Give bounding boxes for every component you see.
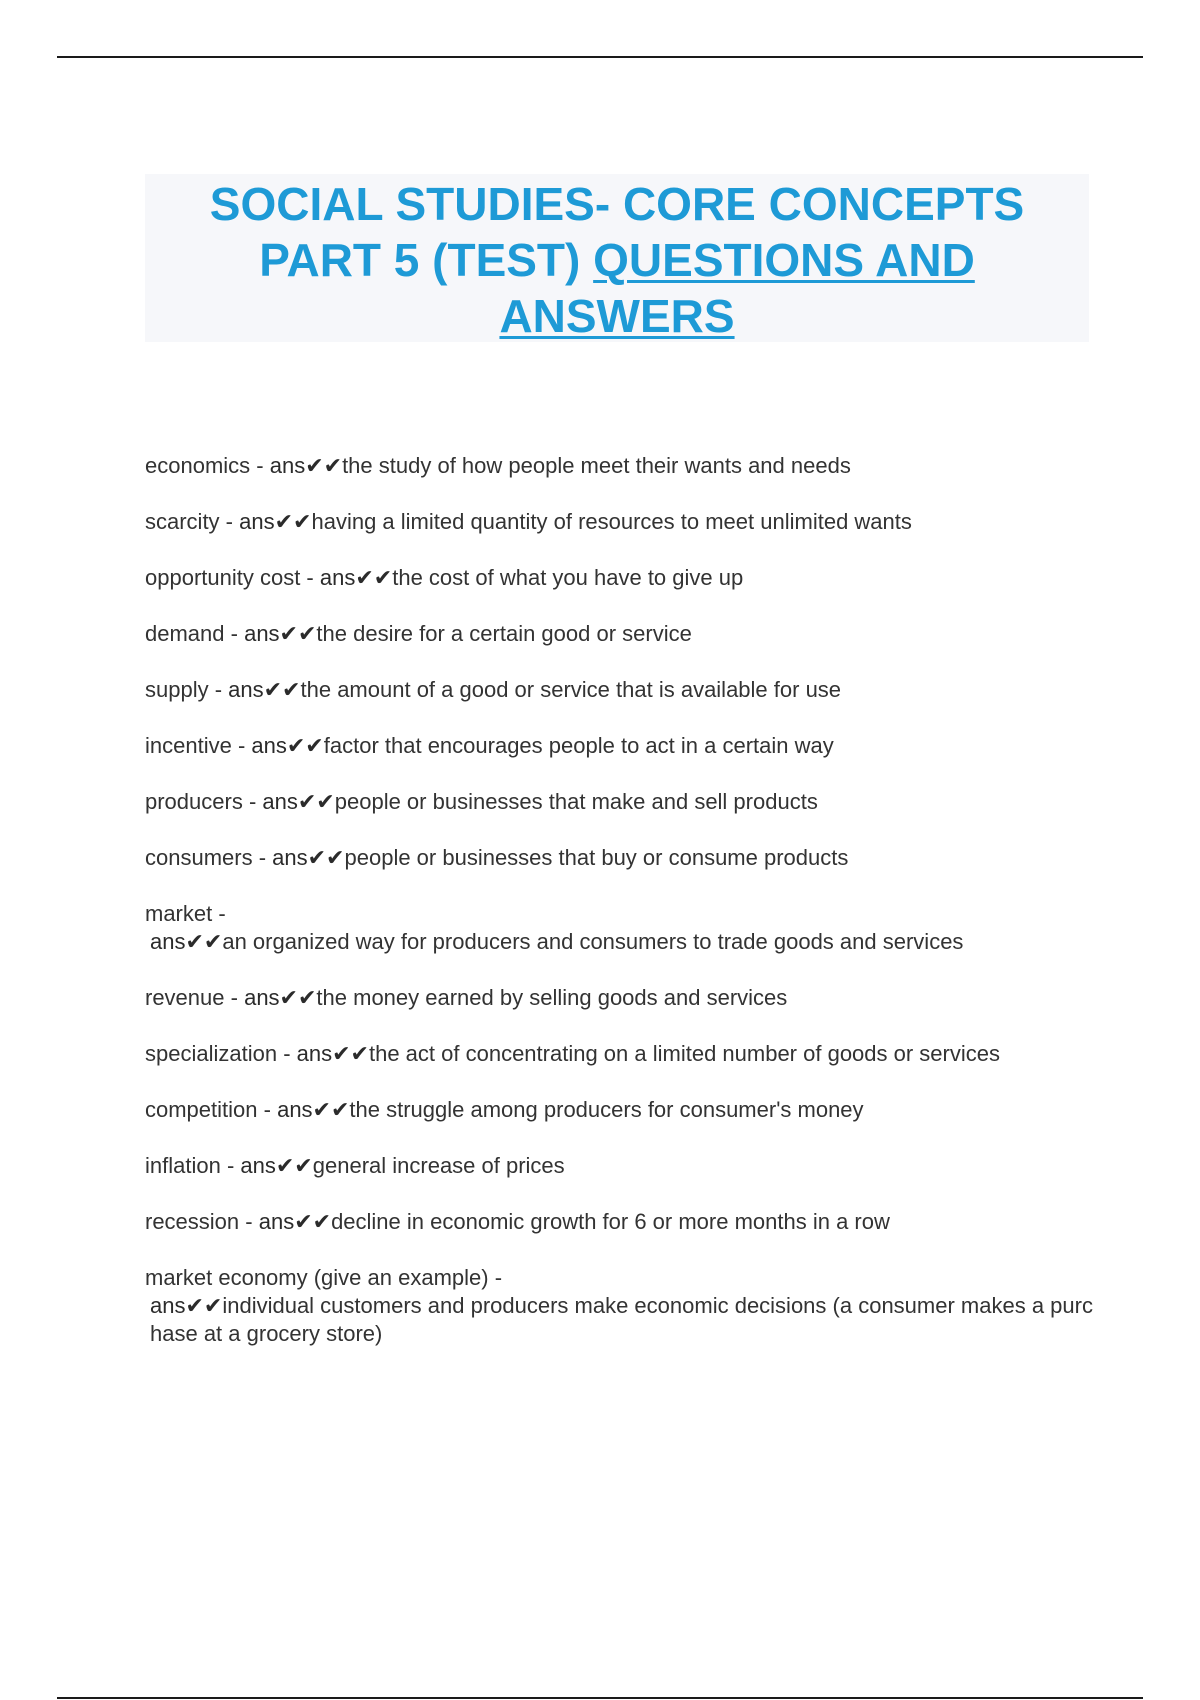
qa-answer: factor that encourages people to act in a certain way [323, 733, 834, 758]
qa-item [145, 676, 1095, 704]
qa-answer-line [145, 1292, 1095, 1348]
title-line-2-text: PART 5 (TEST) [259, 234, 594, 286]
qa-item [145, 900, 1095, 956]
qa-item [145, 1040, 1095, 1068]
qa-answer: general increase of prices [312, 1153, 565, 1178]
qa-list [145, 452, 1095, 1376]
qa-answer: the act of concentrating on a limited number of goods or services [368, 1041, 1000, 1066]
qa-separator: - [277, 1041, 297, 1066]
qa-item [145, 1096, 1095, 1124]
qa-item [145, 1208, 1095, 1236]
qa-term: market economy (give an example) [145, 1265, 489, 1290]
qa-item [145, 452, 1095, 480]
bottom-rule [57, 1697, 1143, 1699]
title-line-2 [145, 232, 1089, 288]
answer-check-marker: ans✔✔ [244, 621, 317, 646]
title-link-questions-and[interactable]: QUESTIONS AND [593, 234, 975, 286]
answer-check-marker: ans✔✔ [269, 453, 343, 478]
qa-separator: - [224, 621, 245, 646]
qa-item [145, 788, 1095, 816]
qa-answer: the study of how people meet their wants and needs [342, 453, 851, 478]
qa-separator: - [231, 733, 252, 758]
answer-check-marker: ans✔✔ [258, 1209, 332, 1234]
qa-term: recession [145, 1209, 240, 1234]
qa-separator: - [220, 1153, 241, 1178]
qa-item [145, 1152, 1095, 1180]
qa-term: inflation [145, 1153, 221, 1178]
qa-separator: - [208, 677, 229, 702]
qa-answer: decline in economic growth for 6 or more months in a row [331, 1209, 890, 1234]
qa-item [145, 732, 1095, 760]
qa-separator: - [219, 509, 240, 534]
qa-item [145, 564, 1095, 592]
qa-term: scarcity [145, 509, 220, 534]
top-rule [57, 56, 1143, 58]
qa-separator: - [257, 1097, 278, 1122]
answer-check-marker: ans✔✔ [272, 845, 345, 870]
qa-term: economics [145, 453, 251, 478]
title-link-answers[interactable]: ANSWERS [499, 290, 735, 342]
qa-separator: - [239, 1209, 259, 1234]
document-title-block [145, 174, 1089, 342]
qa-term: consumers [145, 845, 253, 870]
qa-item [145, 984, 1095, 1012]
answer-check-marker: ans✔✔ [319, 565, 393, 590]
answer-check-marker: ans✔✔ [262, 789, 335, 814]
answer-check-marker: ans✔✔ [277, 1097, 350, 1122]
qa-answer: an organized way for producers and consumers to trade goods and services [222, 929, 964, 954]
qa-answer: the desire for a certain good or service [316, 621, 692, 646]
answer-check-marker: ans✔✔ [240, 1153, 313, 1178]
qa-answer-line [145, 928, 1095, 956]
qa-separator: - [224, 985, 245, 1010]
answer-check-marker: ans✔✔ [251, 733, 324, 758]
qa-answer: the cost of what you have to give up [392, 565, 744, 590]
qa-item [145, 508, 1095, 536]
qa-answer: the struggle among producers for consumer's money [349, 1097, 864, 1122]
qa-term: incentive [145, 733, 232, 758]
title-line-3 [145, 288, 1089, 344]
qa-term: market [145, 901, 213, 926]
qa-term: demand [145, 621, 225, 646]
qa-answer: people or businesses that buy or consume products [344, 845, 849, 870]
qa-term: supply [145, 677, 209, 702]
qa-item [145, 844, 1095, 872]
qa-term: producers [145, 789, 243, 814]
answer-check-marker: ans✔✔ [228, 677, 301, 702]
qa-separator: - [242, 789, 263, 814]
qa-item [145, 1264, 1095, 1348]
qa-separator: - [488, 1265, 503, 1290]
answer-check-marker: ans✔✔ [244, 985, 317, 1010]
qa-item [145, 620, 1095, 648]
answer-check-marker: ans✔✔ [296, 1041, 369, 1066]
qa-answer: individual customers and producers make economic decisions (a consumer makes a purchase at a grocery store) [150, 1293, 1093, 1346]
qa-separator: - [300, 565, 320, 590]
qa-term: competition [145, 1097, 258, 1122]
answer-check-marker: ans✔✔ [150, 929, 223, 954]
qa-answer: the money earned by selling goods and services [316, 985, 788, 1010]
qa-answer: the amount of a good or service that is available for use [300, 677, 842, 702]
qa-separator: - [250, 453, 270, 478]
qa-answer: having a limited quantity of resources to meet unlimited wants [311, 509, 912, 534]
title-line-1: SOCIAL STUDIES- CORE CONCEPTS [209, 178, 1025, 230]
answer-check-marker: ans✔✔ [150, 1293, 223, 1318]
qa-answer: people or businesses that make and sell products [334, 789, 818, 814]
qa-term: revenue [145, 985, 225, 1010]
qa-separator: - [252, 845, 273, 870]
qa-term: opportunity cost [145, 565, 301, 590]
qa-separator: - [212, 901, 226, 926]
answer-check-marker: ans✔✔ [239, 509, 312, 534]
qa-term: specialization [145, 1041, 278, 1066]
